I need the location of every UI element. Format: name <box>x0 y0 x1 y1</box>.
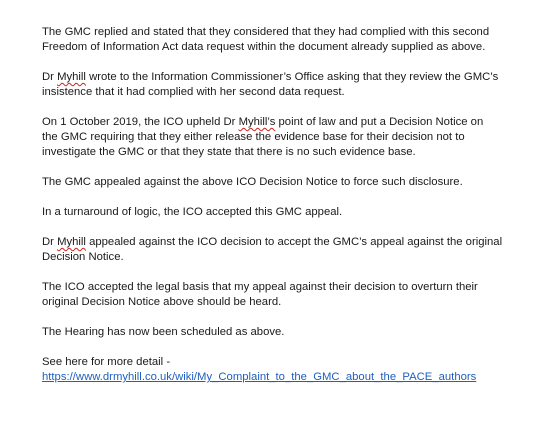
text-segment: Freedom of Information Act data request within the document already supplied as above. <box>42 41 486 53</box>
text-line <box>42 130 542 145</box>
text-line <box>42 325 542 340</box>
text-segment: wrote to the Information Commissioner’s Office asking that they review the GMC’s <box>85 71 499 83</box>
text-segment: In a turnaround of logic, the ICO accepted this GMC appeal. <box>42 206 343 218</box>
spellcheck-flagged-word: Myhill’s <box>238 116 276 128</box>
text-line <box>42 235 542 250</box>
text-line <box>42 40 542 55</box>
text-line <box>42 115 542 130</box>
text-segment: investigate the GMC or that they state that there is no such evidence base. <box>42 146 416 158</box>
paragraph <box>42 25 542 55</box>
text-segment: original Decision Notice above should be heard. <box>42 296 282 308</box>
text-line <box>42 145 542 160</box>
footer-intro: See here for more detail - <box>42 356 171 368</box>
text-segment: On 1 October 2019, the ICO upheld Dr <box>42 116 239 128</box>
document-body <box>42 25 542 400</box>
text-line <box>42 250 542 265</box>
paragraph <box>42 70 542 100</box>
text-line <box>42 25 542 40</box>
text-line <box>42 175 542 190</box>
text-segment: point of law and put a Decision Notice on <box>275 116 484 128</box>
paragraph <box>42 205 542 220</box>
text-line <box>42 85 542 100</box>
text-segment: Dr <box>42 71 58 83</box>
text-segment: Decision Notice. <box>42 251 124 263</box>
text-segment: The Hearing has now been scheduled as above. <box>42 326 285 338</box>
text-line <box>42 295 542 310</box>
spellcheck-flagged-word: Myhill <box>57 236 86 248</box>
text-segment: Dr <box>42 236 58 248</box>
footer-paragraph <box>42 355 542 385</box>
text-segment: The GMC replied and stated that they considered that they had complied with this second <box>42 26 490 38</box>
paragraph <box>42 280 542 310</box>
text-line <box>42 205 542 220</box>
text-segment: The GMC appealed against the above ICO Decision Notice to force such disclosure. <box>42 176 463 188</box>
text-line <box>42 70 542 85</box>
text-segment: the GMC requiring that they either release the evidence base for their decision not to <box>42 131 465 143</box>
text-segment: insistence that it had complied with her second data request. <box>42 86 345 98</box>
paragraph <box>42 115 542 160</box>
paragraph <box>42 235 542 265</box>
wiki-link[interactable]: https://www.drmyhill.co.uk/wiki/My_Complaint_to_the_GMC_about_the_PACE_authors <box>42 371 477 383</box>
text-segment: The ICO accepted the legal basis that my appeal against their decision to overturn their <box>42 281 478 293</box>
text-line <box>42 280 542 295</box>
text-segment: appealed against the ICO decision to accept the GMC’s appeal against the original <box>85 236 503 248</box>
paragraph <box>42 175 542 190</box>
spellcheck-flagged-word: Myhill <box>57 71 86 83</box>
paragraph <box>42 325 542 340</box>
